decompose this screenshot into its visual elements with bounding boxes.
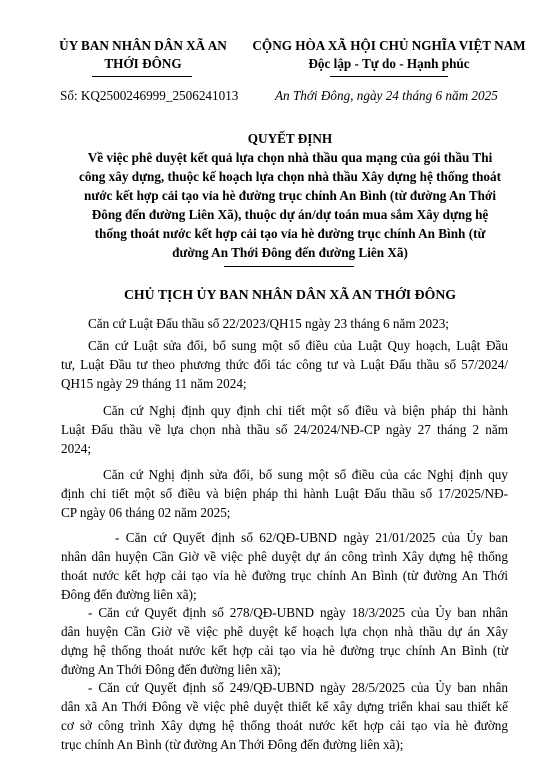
basis-line: Đông đến đường liên xã); <box>61 587 197 602</box>
place-and-date: An Thới Đông, ngày 24 tháng 6 năm 2025 <box>275 88 498 103</box>
basis-line: - Căn cứ Quyết định số 249/QĐ-UBND ngày 28/5/2025 của Ủy ban nhân <box>88 680 508 695</box>
title-underline <box>224 266 354 267</box>
basis-line: dựng hệ thống thoát nước kết hợp cải tạo vỉa hè đường trục chính An Bình (từ <box>61 643 508 658</box>
basis-line: nhân dân huyện Cần Giờ về việc phê duyệt dự án công trình Xây dựng hệ thống <box>61 549 508 564</box>
basis-line: đường An Thới Đông đến đường liên xã); <box>61 662 281 677</box>
basis-line: CP ngày 06 tháng 02 năm 2025; <box>61 505 231 520</box>
issuing-authority: CHỦ TỊCH ỦY BAN NHÂN DÂN XÃ AN THỚI ĐÔNG <box>123 287 457 302</box>
basis-line: Căn cứ Luật sửa đổi, bổ sung một số điều của Luật Quy hoạch, Luật Đầu <box>88 338 508 353</box>
basis-line: dân huyện Cần Giờ về việc phê duyệt kế hoạch lựa chọn nhà thầu dự án Xây <box>61 624 508 639</box>
basis-line: - Căn cứ Quyết định số 278/QĐ-UBND ngày 18/3/2025 của Ủy ban nhân <box>88 605 508 620</box>
national-motto: Độc lập - Tự do - Hạnh phúc <box>308 56 470 71</box>
basis-line: Luật Đấu thầu về lựa chọn nhà thầu số 24/2024/NĐ-CP ngày 27 tháng 2 năm <box>61 422 508 437</box>
basis-line: trục chính An Bình (từ đường An Thới Đông đến đường liên xã); <box>61 737 404 752</box>
issuing-agency-line1: ỦY BAN NHÂN DÂN XÃ AN <box>59 38 227 53</box>
decision-subject-line: nước kết hợp cải tạo vỉa hè đường trục chính An Bình (từ đường An Thới <box>84 188 496 203</box>
national-title-line1: CỘNG HÒA XÃ HỘI CHỦ NGHĨA VIỆT NAM <box>252 38 526 53</box>
basis-line: Căn cứ Luật Đấu thầu số 22/2023/QH15 ngày 23 tháng 6 năm 2023; <box>88 316 449 331</box>
issuing-agency <box>40 37 246 73</box>
document-number: Số: KQ2500246999_2506241013 <box>60 88 239 103</box>
basis-line: định chi tiết một số điều và biện pháp thi hành Luật Đấu thầu số 17/2025/NĐ- <box>61 486 508 501</box>
basis-line: Căn cứ Nghị định sửa đổi, bổ sung một số điều của các Nghị định quy <box>103 467 508 482</box>
decision-subject-line: đường An Thới Đông đến đường Liên Xã) <box>172 245 408 260</box>
basis-line: Căn cứ Nghị định quy định chi tiết một số điều và biện pháp thi hành <box>103 403 508 418</box>
decision-title-block <box>40 129 540 262</box>
national-title <box>244 37 534 73</box>
motto-underline <box>330 76 448 77</box>
decision-subject-line: Đông đến đường Liên Xã), thuộc dự án/dự toán mua sắm Xây dựng hệ <box>91 207 489 222</box>
basis-line: 2024; <box>61 441 92 456</box>
decision-subject-line: công xây dựng, thuộc kế hoạch lựa chọn nhà thầu Xây dựng hệ thống thoát <box>78 169 502 184</box>
basis-line: - Căn cứ Quyết định số 62/QĐ-UBND ngày 21/01/2025 của Ủy ban <box>115 530 508 545</box>
basis-line: tư, Luật Đầu tư theo phương thức đối tác công tư và Luật Đấu thầu số 57/2024/ <box>61 357 508 372</box>
issuing-agency-line2: THỚI ĐÔNG <box>104 56 182 71</box>
basis-line: cơ sở công trình Xây dựng hệ thống thoát nước kết hợp cải tạo vỉa hè đường <box>61 718 508 733</box>
basis-line: dân xã An Thới Đông về việc phê duyệt thiết kế xây dựng triển khai sau thiết kế <box>61 699 508 714</box>
agency-underline <box>92 76 192 77</box>
basis-line: QH15 ngày 29 tháng 11 năm 2024; <box>61 376 247 391</box>
decision-heading: QUYẾT ĐỊNH <box>247 131 333 146</box>
basis-line: thoát nước kết hợp cải tạo vỉa hè đường trục chính An Bình (từ đường An Thới <box>61 568 508 583</box>
decision-subject-line: thống thoát nước kết hợp cải tạo vỉa hè đường trục chính An Bình (từ <box>94 226 486 241</box>
decision-subject-line: Về việc phê duyệt kết quả lựa chọn nhà thầu qua mạng của gói thầu Thi <box>87 150 493 165</box>
